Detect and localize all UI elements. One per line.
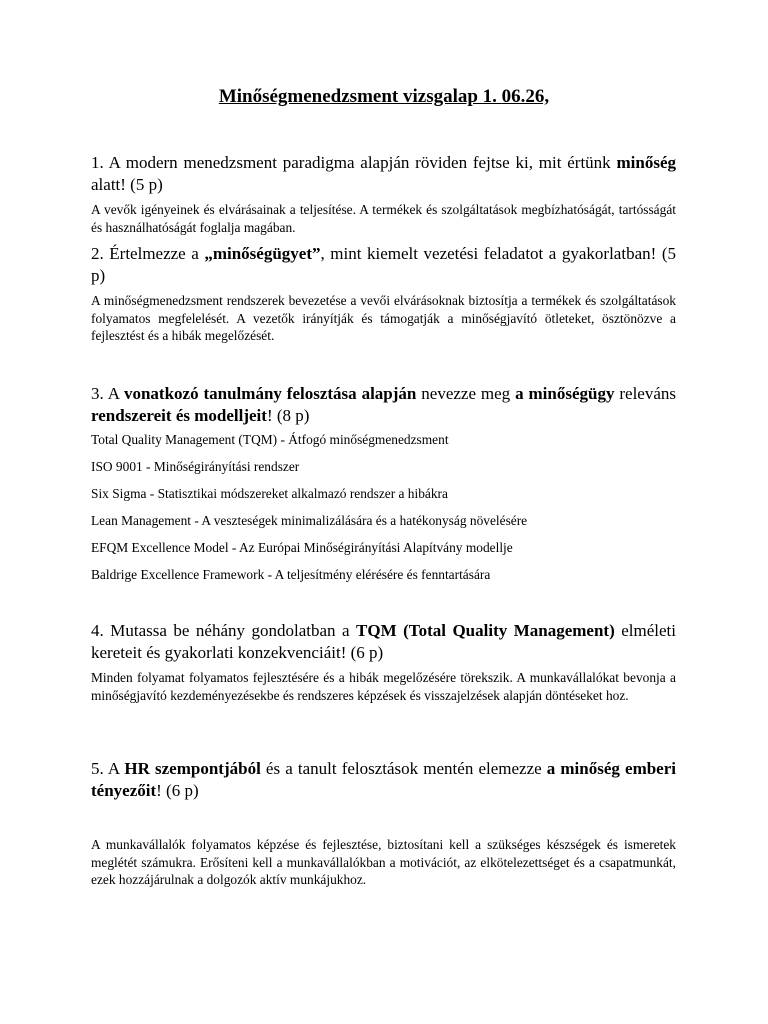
question-5-points: ! (6 p) [156, 781, 199, 800]
question-3-keyword-c: rendszereit és modelljeit [91, 406, 267, 425]
page-title: Minőségmenedzsment vizsgalap 1. 06.26, [218, 86, 550, 107]
answer-1: A vevők igényeinek és elvárásainak a teljesítése. A termékek és szolgáltatások megbízhatóságát, tartósságát és használhatóságát foglalja magában. [91, 202, 676, 235]
answer-5: A munkavállalók folyamatos képzése és fejlesztése, biztosítani kell a szükséges készségek és ismeretek meglétét számukra. Erősíteni kell a munkavállalókban a motivációt, az elkötelezettséget és a csapatmunkát, ezek hozzájárulnak a dolgozók aktív munkájukhoz. [91, 837, 676, 887]
question-4-points: elméleti kereteit és gyakorlati konzekvenciáit! (6 p) [91, 621, 676, 662]
question-3-points: ! (8 p) [266, 406, 310, 425]
list-item: Baldrige Excellence Framework - A teljesítmény elérésére és fenntartására [91, 567, 491, 582]
list-item: Total Quality Management (TQM) - Átfogó minőségmenedzsment [91, 432, 449, 447]
list-item: Lean Management - A veszteségek minimalizálására és a hatékonyság növelésére [91, 513, 528, 528]
question-3-text-b: nevezze meg [416, 384, 516, 403]
question-4 [91, 620, 676, 664]
question-1 [91, 152, 676, 196]
question-3-text-a: 3. A [91, 384, 124, 403]
question-5 [91, 758, 676, 802]
question-1-points: alatt! (5 p) [91, 175, 163, 194]
question-1-keyword: minőség [616, 153, 676, 172]
question-2 [91, 243, 676, 287]
question-2-points: , mint kiemelt vezetési feladatot a gyakorlatban! (5 p) [91, 244, 676, 285]
question-2-keyword: „minőségügyet” [204, 244, 321, 263]
answer-2: A minőségmenedzsment rendszerek bevezetése a vevői elvárásoknak biztosítja a termékek és szolgáltatások folyamatos megfelelését. A vezetők irányítják és támogatják a minőségjavító ötleteket, ösztönözve a fejlesztést és a hibák megelőzését. [91, 293, 676, 343]
question-5-text-b: és a tanult felosztások mentén elemezze [260, 759, 547, 778]
question-3-keyword-b: a minőségügy [515, 384, 615, 403]
question-4-text: 4. Mutassa be néhány gondolatban a [91, 621, 357, 640]
answer-4: Minden folyamat folyamatos fejlesztésére és a hibák megelőzésére törekszik. A munkavállalókat bevonja a minőségjavító kezdeményezésekbe és rendszeres képzések és visszajelzések alapján döntéseket hoz. [91, 670, 676, 703]
list-item: Six Sigma - Statisztikai módszereket alkalmazó rendszer a hibákra [91, 486, 448, 501]
question-5-keyword-a: HR szempontjából [124, 759, 261, 778]
question-2-text: 2. Értelmezze a [91, 244, 205, 263]
list-item: ISO 9001 - Minőségirányítási rendszer [91, 459, 300, 474]
question-5-text-a: 5. A [91, 759, 125, 778]
question-3-text-c: releváns [614, 384, 676, 403]
question-1-text: 1. A modern menedzsment paradigma alapján röviden fejtse ki, mit értünk [91, 153, 617, 172]
question-4-keyword: TQM (Total Quality Management) [356, 621, 615, 640]
question-5-keyword-b: a minőség emberi tényezőit [91, 759, 676, 800]
question-3 [91, 383, 676, 427]
question-3-keyword-a: vonatkozó tanulmány felosztása alapján [123, 384, 417, 403]
list-item: EFQM Excellence Model - Az Európai Minőségirányítási Alapítvány modellje [91, 540, 513, 555]
